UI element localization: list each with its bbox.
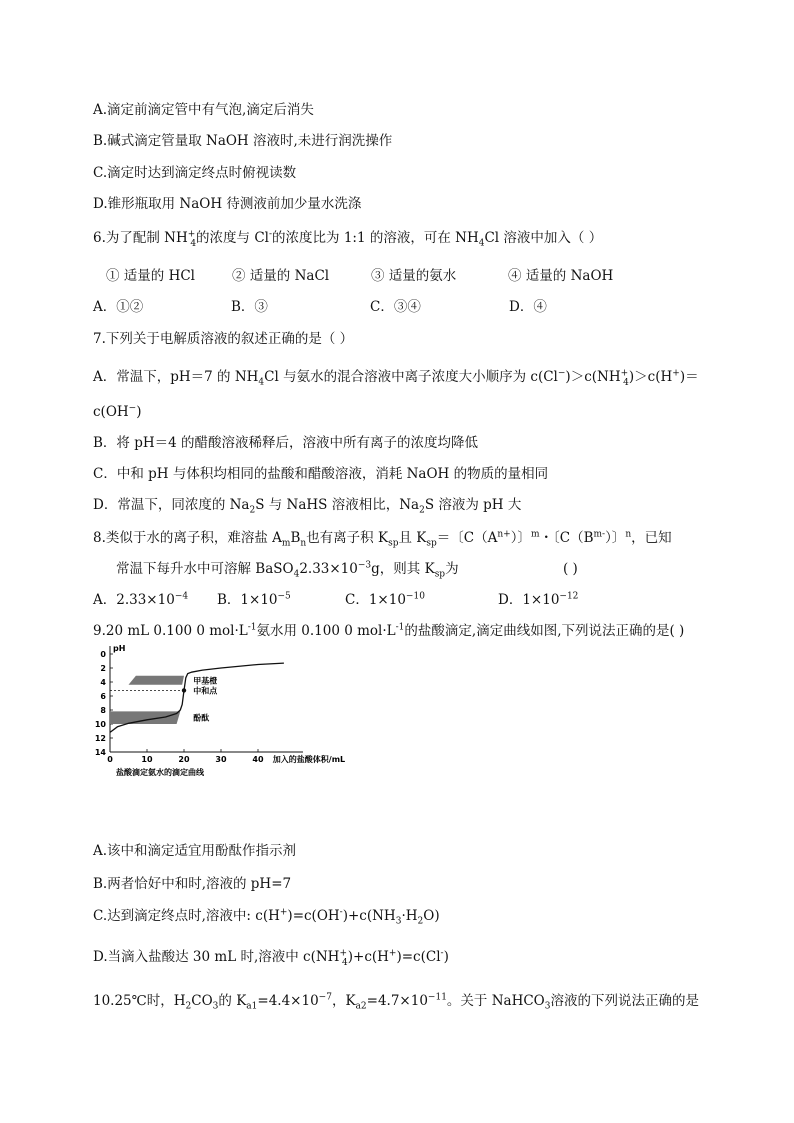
q8-choice: A．$2.33\times 10^{-4}$ — [93, 591, 189, 608]
phenolphthalein-label: 酚酞 — [193, 713, 210, 723]
q6-items — [106, 266, 613, 286]
q9-option-a: A.该中和滴定适宜用酚酞作指示剂 — [93, 843, 297, 859]
q9-stem: 9.20 mL 0.100 0 $mol\cdot L^{-1}$氨水用 0.100 0 $mol\cdot L^{-1}$的盐酸滴定,滴定曲线如图,下列说法正确的是( ) — [93, 622, 685, 639]
q6-item: ② 适量的 NaCl — [232, 268, 330, 284]
q7-stem: 7.下列关于电解质溶液的叙述正确的是（ ） — [93, 331, 354, 347]
q9-option-b: B.两者恰好中和时,溶液的 pH=7 — [93, 876, 292, 892]
q6-choice: C．③④ — [370, 299, 421, 315]
methyl-orange-band — [129, 676, 185, 685]
q7-option-c: C．中和 pH 与体积均相同的盐酸和醋酸溶液，消耗 NaOH 的物质的量相同 — [93, 466, 549, 482]
methyl-orange-label: 甲基橙 — [193, 676, 218, 686]
q5-option-c: C.滴定时达到滴定终点时俯视读数 — [93, 165, 297, 181]
q7-option-b: B．将 pH＝4 的醋酸溶液稀释后，溶液中所有离子的浓度均降低 — [93, 435, 479, 451]
q5-option-a: A.滴定前滴定管中有气泡,滴定后消失 — [93, 102, 314, 118]
q8-choice: D．$1\times 10^{-12}$ — [498, 591, 579, 608]
q9-option-c: C.达到滴定终点时,溶液中: $c(H^+)=c(OH^-)+c(NH_3\cdot H_2O)$ — [93, 907, 440, 927]
y-tick-label: 14 — [94, 748, 106, 757]
q5-option-d: D.锥形瓶取用 NaOH 待测液前加少量水洗涤 — [93, 196, 362, 212]
q10-stem: 10.25℃时，$H_2CO_3$的 $K_{a1}=4.4\times 10^{-7}$，$K_{a2}=4.7\times 10^{-11}$。关于 NaHCO$_3$溶液的下列说法正确的是 — [93, 992, 699, 1012]
x-tick-label: 0 — [107, 755, 113, 764]
y-tick-label: 4 — [100, 678, 106, 687]
neutralization-point — [182, 688, 186, 692]
q6-choice: A．①② — [93, 299, 144, 315]
x-tick-label: 10 — [141, 755, 153, 764]
q7-option-d: D．常温下，同浓度的 $Na_2S$ 与 NaHS 溶液相比，$Na_2S$ 溶液为 pH 大 — [93, 497, 522, 516]
y-tick-label: 2 — [100, 664, 106, 673]
q6-choices — [93, 297, 547, 317]
neutralization-label: 中和点 — [193, 686, 218, 696]
chart-title: 盐酸滴定氨水的滴定曲线 — [116, 768, 204, 777]
y-tick-label: 12 — [94, 734, 106, 743]
q9-option-d: D.当滴入盐酸达 30 mL 时,溶液中 $c(NH^+_4)+c(H^+)=c(Cl^-)$ — [93, 948, 449, 968]
q6-stem: 6.为了配制 $NH^+_4$的浓度与 Cl-的浓度比为 1:1 的溶液，可在 $NH_4Cl$ 溶液中加入（ ） — [93, 229, 603, 249]
x-tick-label: 20 — [178, 755, 190, 764]
q6-choice: B．③ — [231, 299, 268, 315]
q8-choice: C．$1\times 10^{-10}$ — [345, 591, 425, 608]
q6-choice: D．④ — [509, 299, 547, 315]
x-tick-label: 40 — [252, 755, 264, 764]
x-axis-label: 加入的盐酸体积/mL — [272, 755, 346, 764]
titration-curve-chart — [88, 642, 346, 784]
q6-item: ④ 适量的 NaOH — [508, 268, 614, 284]
q8-stem: 8.类似于水的离子积，难溶盐 $A_mB_n$也有离子积 $K_{sp}$且 $K_{sp}=$〔$C(A^{n+})$〕$^m$・〔$C(B^{m-})$〕$^n$，已知 — [93, 529, 672, 549]
q7-option-a: A．常温下，pH＝7 的 $NH_4Cl$ 与氨水的混合溶液中离子浓度大小顺序为 $c(Cl^-)>c(NH^+_4)>c(H^+)=$ — [93, 368, 699, 388]
q8-stem-cont: 常温下每升水中可溶解 $BaSO_42.33\times 10^{-3}g$，则其 $K_{sp}$为 ( ) — [116, 560, 578, 580]
y-tick-label: 0 — [100, 650, 106, 659]
y-tick-label: 6 — [100, 692, 106, 701]
y-axis-label: pH — [113, 644, 126, 653]
x-tick-label: 30 — [215, 755, 227, 764]
q8-choice: B．$1\times 10^{-5}$ — [217, 591, 291, 608]
q7-option-a-cont: c(OH−) — [93, 403, 142, 420]
q8-choices — [93, 590, 578, 610]
y-tick-label: 10 — [94, 720, 106, 729]
q5-option-b: B.碱式滴定管量取 NaOH 溶液时,未进行润洗操作 — [93, 133, 393, 149]
q6-item: ③ 适量的氨水 — [371, 268, 457, 284]
q6-item: ① 适量的 HCl — [106, 268, 196, 284]
y-tick-label: 8 — [100, 706, 106, 715]
phenolphthalein-band — [110, 711, 180, 724]
